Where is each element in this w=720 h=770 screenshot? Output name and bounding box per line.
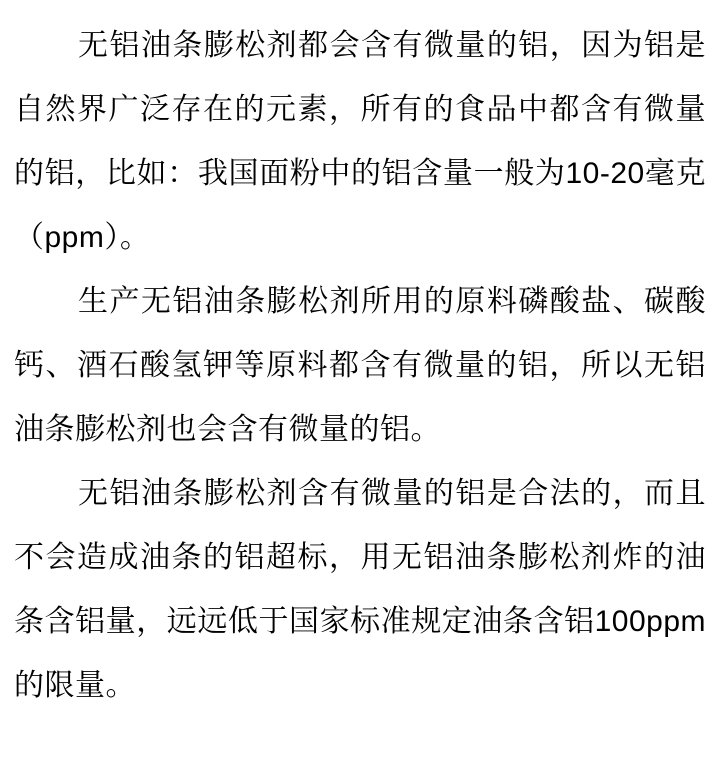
paragraph-1: 无铝油条膨松剂都会含有微量的铝，因为铝是自然界广泛存在的元素，所有的食品中都含有微量的铝，比如：我国面粉中的铝含量一般为10-20毫克（ppm）。 — [14, 29, 706, 254]
paragraph-2: 生产无铝油条膨松剂所用的原料磷酸盐、碳酸钙、酒石酸氢钾等原料都含有微量的铝，所以无铝油条膨松剂也会含有微量的铝。 — [14, 285, 706, 446]
paragraph-3: 无铝油条膨松剂含有微量的铝是合法的，而且不会造成油条的铝超标，用无铝油条膨松剂炸的油条含铝量，远远低于国家标准规定油条含铝100ppm的限量。 — [14, 477, 706, 702]
